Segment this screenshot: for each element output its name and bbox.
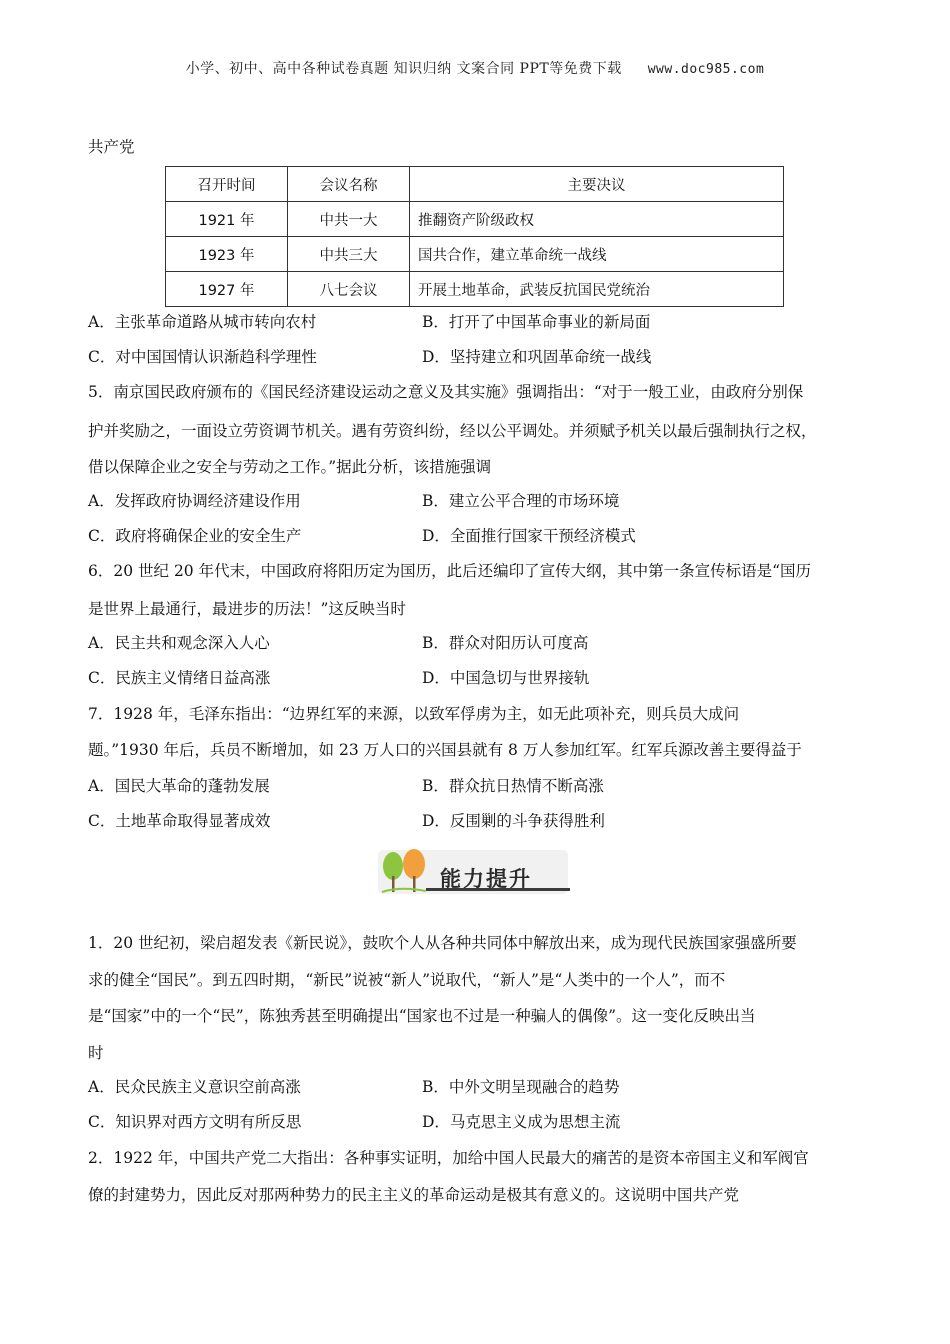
q6-option-a: A．民主共和观念深入人心 (88, 634, 270, 652)
q6-stem-line: 6．20 世纪 20 年代末，中国政府将阳历定为国历，此后还编印了宣传大纲，其中第一条宣传标语是“国历 (88, 562, 812, 580)
q7-option-a: A．国民大革命的蓬勃发展 (88, 777, 270, 795)
p1-stem-line: 求的健全“国民”。到五四时期，“新民”说被“新人”说取代，“新人”是“人类中的一个人”，而不 (88, 971, 726, 989)
table-header: 召开时间 (166, 167, 288, 202)
table-cell: 1927 年 (166, 272, 288, 307)
header-text: 小学、初中、高中各种试卷真题 知识归纳 文案合同 PPT等免费下载 (185, 61, 622, 77)
table-header-row (166, 167, 784, 202)
q7-stem-line: 题。”1930 年后，兵员不断增加，如 23 万人口的兴国县就有 8 万人参加红军。红军兵源改善主要得益于 (88, 741, 802, 759)
table-header: 主要决议 (410, 167, 784, 202)
meeting-table (165, 166, 784, 307)
table-row (166, 202, 784, 237)
p1-option-b: B．中外文明呈现融合的趋势 (422, 1078, 620, 1096)
q5-option-a: A．发挥政府协调经济建设作用 (88, 492, 301, 510)
table-row (166, 272, 784, 307)
q6-option-c: C．民族主义情绪日益高涨 (88, 669, 271, 687)
page-header (0, 58, 950, 78)
table-cell: 1923 年 (166, 237, 288, 272)
header-url[interactable]: www.doc985.com (647, 62, 765, 77)
p1-stem-line: 1．20 世纪初，梁启超发表《新民说》，鼓吹个人从各种共同体中解放出来，成为现代民族国家强盛所要 (88, 934, 797, 952)
q7-option-c: C．土地革命取得显著成效 (88, 812, 271, 830)
p1-stem-line: 是“国家”中的一个“民”，陈独秀甚至明确提出“国家也不过是一种骗人的偶像”。这一变化反映出当 (88, 1007, 756, 1025)
q6-stem-line: 是世界上最通行，最进步的历法！”这反映当时 (88, 600, 406, 618)
q4-option-c: C．对中国国情认识渐趋科学理性 (88, 348, 317, 366)
section-title: 能力提升 (440, 867, 532, 891)
q6-option-d: D．中国急切与世界接轨 (422, 669, 590, 687)
p1-option-c: C．知识界对西方文明有所反思 (88, 1113, 302, 1131)
p1-option-a: A．民众民族主义意识空前高涨 (88, 1078, 301, 1096)
q5-option-c: C．政府将确保企业的安全生产 (88, 527, 302, 545)
p2-stem-line: 僚的封建势力，因此反对那两种势力的民主主义的革命运动是极其有意义的。这说明中国共产党 (88, 1186, 740, 1204)
table-cell: 开展土地革命，武装反抗国民党统治 (410, 272, 784, 307)
q7-option-b: B．群众抗日热情不断高涨 (422, 777, 604, 795)
q5-option-b: B．建立公平合理的市场环境 (422, 492, 620, 510)
q4-stem-tail: 共产党 (88, 138, 135, 156)
q6-option-b: B．群众对阳历认可度高 (422, 634, 589, 652)
table-cell: 中共三大 (288, 237, 410, 272)
q5-option-d: D．全面推行国家干预经济模式 (422, 527, 636, 545)
q7-option-d: D．反围剿的斗争获得胜利 (422, 812, 605, 830)
q4-option-a: A．主张革命道路从城市转向农村 (88, 313, 317, 331)
table-cell: 国共合作，建立革命统一战线 (410, 237, 784, 272)
table-cell: 推翻资产阶级政权 (410, 202, 784, 237)
q7-stem-line: 7．1928 年，毛泽东指出：“边界红军的来源，以致军俘虏为主，如无此项补充，则兵员大成问 (88, 705, 740, 723)
q5-stem-line: 借以保障企业之安全与劳动之工作。”据此分析，该措施强调 (88, 458, 492, 476)
p1-stem-line: 时 (88, 1044, 104, 1062)
q5-stem-line: 护并奖励之，一面设立劳资调节机关。遇有劳资纠纷，经以公平调处。并须赋予机关以最后强制执行之权， (88, 422, 817, 440)
q5-stem-line: 5．南京国民政府颁布的《国民经济建设运动之意义及其实施》强调指出：“对于一般工业，由政府分别保 (88, 383, 804, 401)
table-header: 会议名称 (288, 167, 410, 202)
table-cell: 1921 年 (166, 202, 288, 237)
p1-option-d: D．马克思主义成为思想主流 (422, 1113, 621, 1131)
p2-stem-line: 2．1922 年，中国共产党二大指出：各种事实证明，加给中国人民最大的痛苦的是资本帝国主义和军阀官 (88, 1149, 809, 1167)
table-cell: 八七会议 (288, 272, 410, 307)
q4-option-d: D．坚持建立和巩固革命统一战线 (422, 348, 652, 366)
table-cell: 中共一大 (288, 202, 410, 237)
q4-option-b: B．打开了中国革命事业的新局面 (422, 313, 651, 331)
table-row (166, 237, 784, 272)
